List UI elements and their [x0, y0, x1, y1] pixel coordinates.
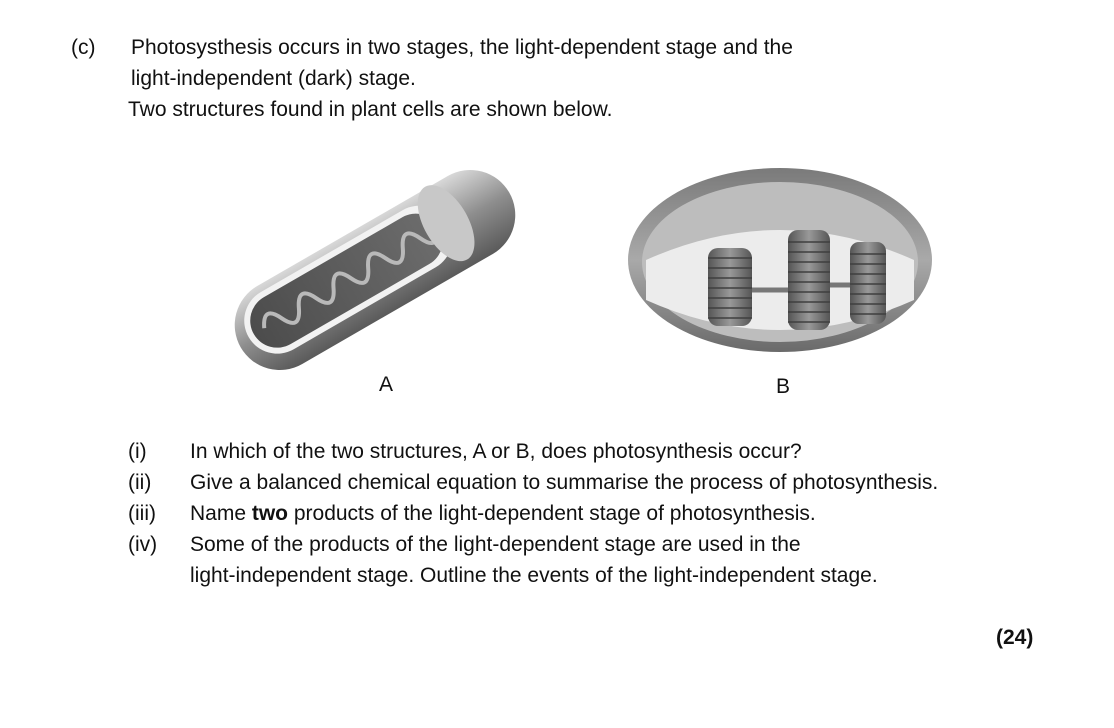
subquestion-text: In which of the two structures, A or B, does photosynthesis occur? [190, 440, 802, 463]
mitochondrion-illustration [210, 160, 540, 370]
subquestion-number: (iii) [128, 502, 156, 525]
text-before: Name [190, 502, 252, 525]
intro-line-1: Photosysthesis occurs in two stages, the light-dependent stage and the [131, 36, 793, 59]
granum-stack-2 [788, 230, 830, 330]
subquestion-text [190, 498, 816, 529]
figure-a-label: A [379, 373, 394, 396]
subquestion-number: (i) [128, 440, 147, 463]
question-intro [131, 32, 793, 94]
figure-b-label: B [776, 375, 791, 398]
text-after: products of the light-dependent stage of photosynthesis. [288, 502, 816, 525]
granum-stack-1 [708, 248, 752, 326]
emphasis-two: two [251, 502, 289, 525]
part-label: (c) [71, 36, 96, 59]
granum-stack-3 [850, 242, 886, 324]
text-line-2: light-independent stage. Outline the events of the light-independent stage. [190, 564, 878, 587]
intro-line-2: light-independent (dark) stage. [131, 67, 416, 90]
subquestion-text: Give a balanced chemical equation to summarise the process of photosynthesis. [190, 471, 939, 494]
subquestion-iii [128, 498, 938, 529]
subquestion-text [190, 529, 878, 591]
subquestion-number: (iv) [128, 533, 158, 556]
chloroplast-illustration [620, 160, 940, 370]
subquestion-list [128, 436, 938, 591]
subquestion-i [128, 436, 938, 467]
subquestion-ii [128, 467, 938, 498]
intro-line-3: Two structures found in plant cells are shown below. [128, 98, 613, 121]
marks-total: (24) [996, 626, 1034, 649]
text-line-1: Some of the products of the light-dependent stage are used in the [190, 533, 801, 556]
subquestion-number: (ii) [128, 471, 152, 494]
subquestion-iv [128, 529, 938, 591]
